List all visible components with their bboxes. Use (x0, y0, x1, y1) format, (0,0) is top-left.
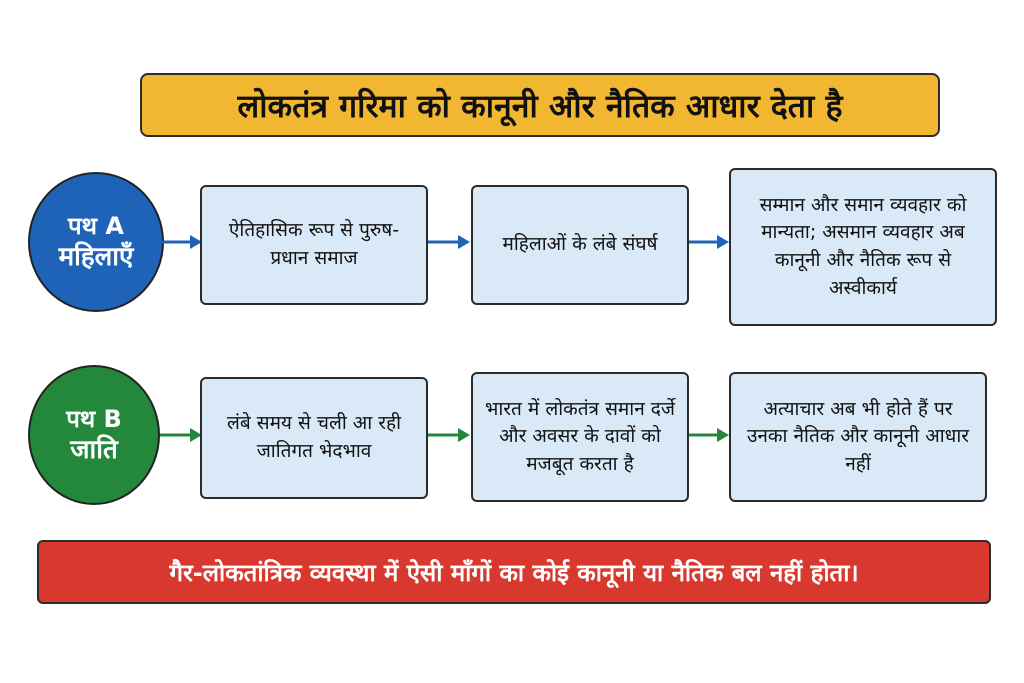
footer-banner (37, 540, 991, 604)
arrow-icon (428, 426, 472, 444)
path-b-step-3: अत्याचार अब भी होते हैं पर उनका नैतिक और कानूनी आधार नहीं (729, 372, 987, 502)
path-b-step-1: लंबे समय से चली आ रही जातिगत भेदभाव (200, 377, 428, 499)
arrow-icon (689, 426, 731, 444)
arrow-icon (162, 233, 204, 251)
path-a-step-3: सम्मान और समान व्यवहार को मान्यता; असमान व्यवहार अब कानूनी और नैतिक रूप से अस्वीकार्य (729, 168, 997, 326)
arrow-icon (160, 426, 204, 444)
path-a-sublabel: महिलाएँ (58, 241, 134, 272)
path-a-circle (28, 172, 164, 312)
title-banner (140, 73, 940, 137)
path-a-label: पथ A (68, 211, 124, 240)
arrow-icon (689, 233, 731, 251)
path-a-step-2: महिलाओं के लंबे संघर्ष (471, 185, 689, 305)
path-b-circle (28, 365, 160, 505)
path-b-step-2: भारत में लोकतंत्र समान दर्जे और अवसर के दावों को मजबूत करता है (471, 372, 689, 502)
path-a-step-1: ऐतिहासिक रूप से पुरुष-प्रधान समाज (200, 185, 428, 305)
footer-text: गैर-लोकतांत्रिक व्यवस्था में ऐसी माँगों का कोई कानूनी या नैतिक बल नहीं होता। (169, 558, 859, 587)
path-b-label: पथ B (66, 404, 122, 433)
path-b-sublabel: जाति (70, 434, 118, 465)
title-text: लोकतंत्र गरिमा को कानूनी और नैतिक आधार देता है (237, 86, 843, 125)
arrow-icon (428, 233, 472, 251)
